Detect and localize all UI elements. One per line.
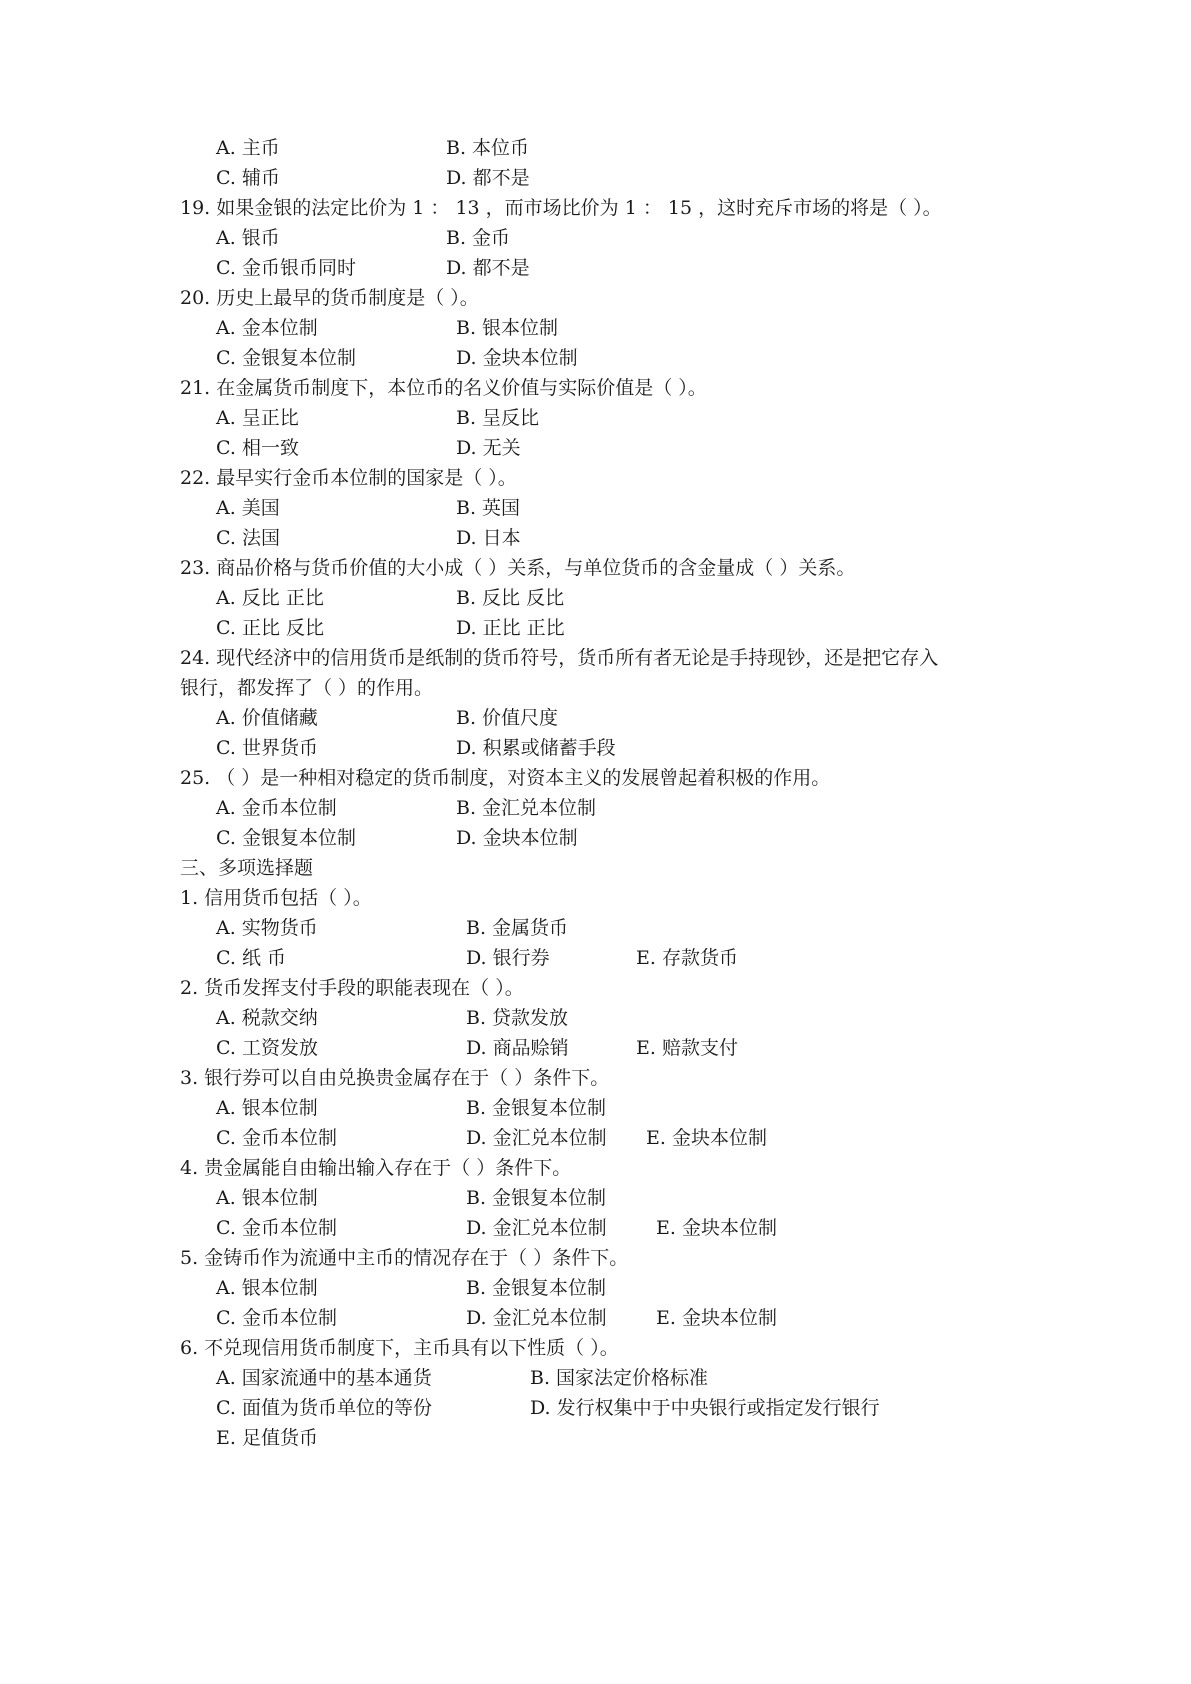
question-text: 24. 现代经济中的信用货币是纸制的货币符号，货币所有者无论是手持现钞，还是把它存入 [180, 647, 939, 669]
option-a: A. 税款交纳 [216, 1007, 318, 1029]
option-row [0, 823, 1191, 854]
option-row [0, 433, 1191, 464]
option-c: C. 辅币 [216, 167, 280, 189]
option-e: E. 金块本位制 [656, 1217, 777, 1239]
option-d: D. 商品赊销 [466, 1037, 569, 1059]
option-row [0, 403, 1191, 434]
option-b: B. 英国 [456, 497, 521, 519]
option-d: D. 金汇兑本位制 [466, 1217, 607, 1239]
option-a: A. 国家流通中的基本通货 [216, 1367, 432, 1389]
option-row [0, 133, 1191, 164]
option-a: A. 银本位制 [216, 1097, 318, 1119]
question-text: 23. 商品价格与货币价值的大小成（ ）关系，与单位货币的含金量成（ ）关系。 [180, 557, 856, 579]
option-c: C. 金币银币同时 [216, 257, 356, 279]
question-22 [0, 463, 1191, 494]
option-b: B. 呈反比 [456, 407, 540, 429]
option-a: A. 反比 正比 [216, 587, 324, 609]
option-b: B. 反比 反比 [456, 587, 565, 609]
option-d: D. 积累或储蓄手段 [456, 737, 616, 759]
option-row [0, 1303, 1191, 1334]
option-d: D. 金块本位制 [456, 827, 578, 849]
question-text: 20. 历史上最早的货币制度是（ ）。 [180, 287, 479, 309]
question-text: 25. （ ）是一种相对稳定的货币制度，对资本主义的发展曾起着积极的作用。 [180, 767, 831, 789]
question-24-continued [0, 673, 1191, 704]
option-a: A. 主币 [216, 137, 280, 159]
option-d: D. 银行券 [466, 947, 550, 969]
option-c: C. 相一致 [216, 437, 299, 459]
option-d: D. 金汇兑本位制 [466, 1307, 607, 1329]
option-d: D. 金块本位制 [456, 347, 578, 369]
question-text: 22. 最早实行金币本位制的国家是（ ）。 [180, 467, 517, 489]
question-23 [0, 553, 1191, 584]
option-a: A. 银本位制 [216, 1187, 318, 1209]
option-row [0, 703, 1191, 734]
option-c: C. 金银复本位制 [216, 347, 356, 369]
question-text: 2. 货币发挥支付手段的职能表现在（ ）。 [180, 977, 524, 999]
option-row [0, 1033, 1191, 1064]
option-c: C. 工资发放 [216, 1037, 318, 1059]
option-a: A. 金币本位制 [216, 797, 337, 819]
option-a: A. 实物货币 [216, 917, 318, 939]
option-b: B. 金汇兑本位制 [456, 797, 597, 819]
option-row [0, 523, 1191, 554]
option-row [0, 223, 1191, 254]
option-c: C. 金币本位制 [216, 1127, 337, 1149]
question-text: 5. 金铸币作为流通中主币的情况存在于（ ）条件下。 [180, 1247, 629, 1269]
option-a: A. 银币 [216, 227, 280, 249]
option-a: A. 银本位制 [216, 1277, 318, 1299]
option-row [0, 1183, 1191, 1214]
option-c: C. 法国 [216, 527, 280, 549]
option-d: D. 正比 正比 [456, 617, 565, 639]
question-21 [0, 373, 1191, 404]
option-row [0, 733, 1191, 764]
question-text: 4. 贵金属能自由输出输入存在于（ ）条件下。 [180, 1157, 572, 1179]
question-text: 3. 银行券可以自由兑换贵金属存在于（ ）条件下。 [180, 1067, 610, 1089]
option-b: B. 贷款发放 [466, 1007, 569, 1029]
option-row [0, 913, 1191, 944]
multi-question-6 [0, 1333, 1191, 1364]
question-text: 19. 如果金银的法定比价为 1 ： 13 ，而市场比价为 1 ： 15 ，这时充斥市场的将是（ ）。 [180, 197, 942, 219]
option-d: D. 都不是 [446, 257, 530, 279]
option-d: D. 都不是 [446, 167, 530, 189]
multi-question-1 [0, 883, 1191, 914]
option-b: B. 银本位制 [456, 317, 559, 339]
option-a: A. 金本位制 [216, 317, 318, 339]
option-row [0, 1003, 1191, 1034]
option-row [0, 1423, 1191, 1454]
option-row [0, 253, 1191, 284]
option-d: D. 日本 [456, 527, 521, 549]
multi-question-2 [0, 973, 1191, 1004]
option-b: B. 金属货币 [466, 917, 569, 939]
option-b: B. 金银复本位制 [466, 1277, 607, 1299]
option-row [0, 1093, 1191, 1124]
question-text: 1. 信用货币包括（ ）。 [180, 887, 372, 909]
option-b: B. 金银复本位制 [466, 1187, 607, 1209]
option-b: B. 金银复本位制 [466, 1097, 607, 1119]
option-e: E. 赔款支付 [636, 1037, 738, 1059]
option-b: B. 本位币 [446, 137, 530, 159]
option-b: B. 价值尺度 [456, 707, 559, 729]
option-row [0, 943, 1191, 974]
question-25 [0, 763, 1191, 794]
option-e: E. 金块本位制 [656, 1307, 777, 1329]
option-c: C. 面值为货币单位的等份 [216, 1397, 432, 1419]
option-row [0, 613, 1191, 644]
multi-question-5 [0, 1243, 1191, 1274]
option-c: C. 金银复本位制 [216, 827, 356, 849]
section-title: 三、多项选择题 [180, 857, 314, 879]
question-24 [0, 643, 1191, 674]
option-row [0, 163, 1191, 194]
option-e: E. 足值货币 [216, 1427, 318, 1449]
option-row [0, 583, 1191, 614]
option-a: A. 价值储藏 [216, 707, 318, 729]
option-c: C. 世界货币 [216, 737, 318, 759]
option-e: E. 金块本位制 [646, 1127, 767, 1149]
option-row [0, 793, 1191, 824]
option-row [0, 343, 1191, 374]
option-row [0, 493, 1191, 524]
option-a: A. 美国 [216, 497, 280, 519]
option-row [0, 1363, 1191, 1394]
option-row [0, 1213, 1191, 1244]
option-c: C. 金币本位制 [216, 1307, 337, 1329]
option-d: D. 金汇兑本位制 [466, 1127, 607, 1149]
option-c: C. 金币本位制 [216, 1217, 337, 1239]
option-b: B. 国家法定价格标准 [530, 1367, 709, 1389]
option-d: D. 无关 [456, 437, 521, 459]
question-text: 6. 不兑现信用货币制度下，主币具有以下性质（ ）。 [180, 1337, 619, 1359]
question-text: 21. 在金属货币制度下，本位币的名义价值与实际价值是（ ）。 [180, 377, 707, 399]
multi-question-3 [0, 1063, 1191, 1094]
section-heading [0, 853, 1191, 884]
option-row [0, 1123, 1191, 1154]
question-20 [0, 283, 1191, 314]
question-19 [0, 193, 1191, 224]
option-a: A. 呈正比 [216, 407, 299, 429]
question-text-continued: 银行，都发挥了（ ）的作用。 [180, 677, 434, 699]
option-c: C. 纸 币 [216, 947, 286, 969]
option-c: C. 正比 反比 [216, 617, 324, 639]
option-row [0, 1393, 1191, 1424]
option-d: D. 发行权集中于中央银行或指定发行银行 [530, 1397, 880, 1419]
option-e: E. 存款货币 [636, 947, 738, 969]
option-row [0, 1273, 1191, 1304]
multi-question-4 [0, 1153, 1191, 1184]
option-row [0, 313, 1191, 344]
option-b: B. 金币 [446, 227, 511, 249]
